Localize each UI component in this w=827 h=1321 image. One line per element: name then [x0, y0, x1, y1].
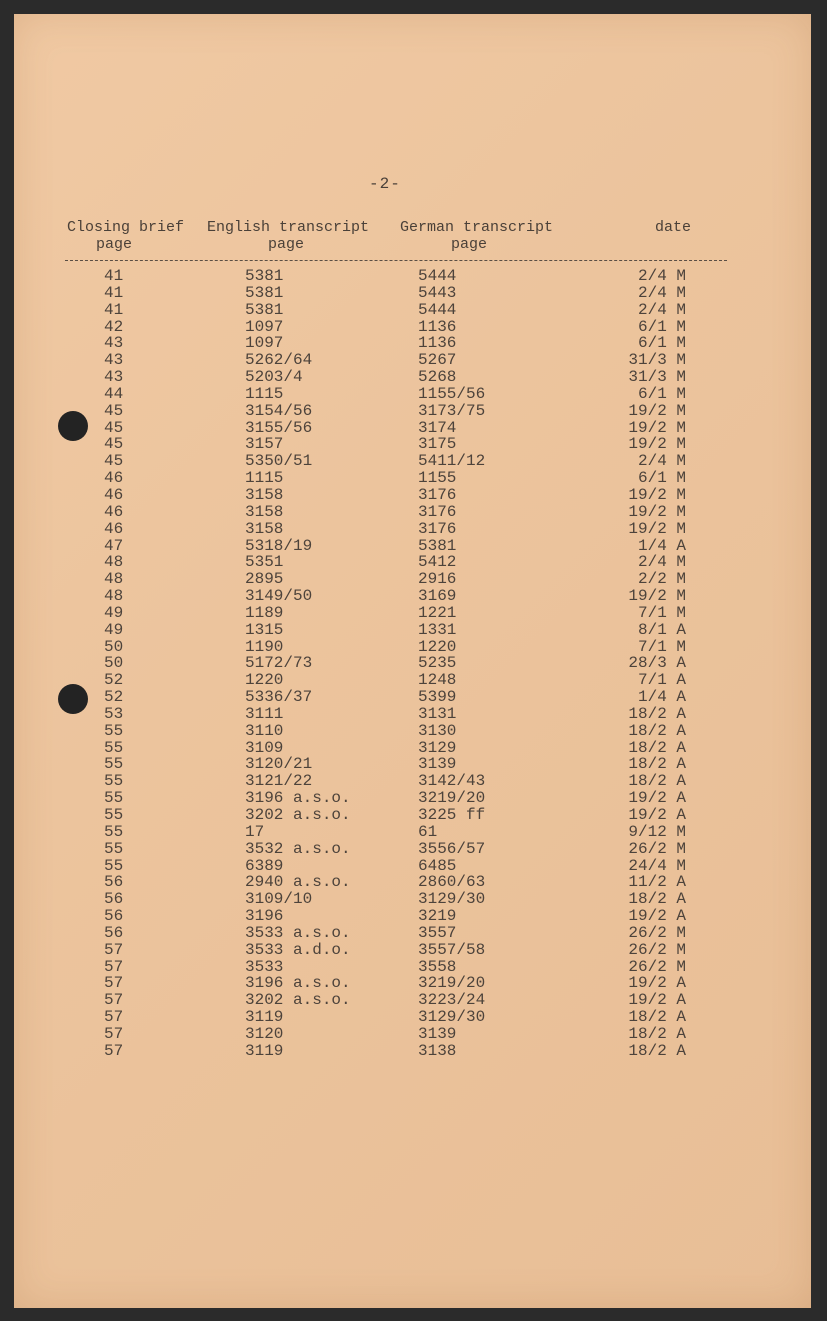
date-cell: 19/2 A — [628, 991, 686, 1010]
table-row — [0, 975, 827, 992]
german-transcript-page-cell: 1136 — [418, 334, 457, 353]
german-transcript-page-cell: 3142/43 — [418, 772, 486, 791]
closing-brief-page-cell: 55 — [104, 772, 124, 791]
date-cell: 19/2 M — [628, 519, 686, 538]
table-row — [0, 1009, 827, 1026]
english-transcript-page-cell: 3196 — [245, 907, 284, 926]
closing-brief-page-cell: 46 — [104, 502, 124, 521]
english-transcript-page-cell: 5381 — [245, 283, 284, 302]
german-transcript-page-cell: 3176 — [418, 519, 457, 538]
header-german-transcript: German transcript — [400, 219, 554, 236]
table-row — [0, 285, 827, 302]
date-cell: 19/2 M — [628, 587, 686, 606]
table-row — [0, 571, 827, 588]
table-row — [0, 908, 827, 925]
english-transcript-page-cell: 3110 — [245, 721, 284, 740]
english-transcript-page-cell: 1220 — [245, 671, 284, 690]
table-row — [0, 302, 827, 319]
closing-brief-page-cell: 48 — [104, 587, 124, 606]
date-cell: 18/2 A — [628, 755, 686, 774]
date-cell: 6/1 M — [637, 317, 686, 336]
table-row — [0, 756, 827, 773]
german-transcript-page-cell: 3557 — [418, 923, 457, 942]
german-transcript-page-cell: 3557/58 — [418, 940, 486, 959]
table-row — [0, 386, 827, 403]
table-row — [0, 858, 827, 875]
english-transcript-page-cell: 3532 a.s.o. — [245, 839, 351, 858]
date-cell: 1/4 A — [637, 536, 686, 555]
date-cell: 18/2 A — [628, 738, 686, 757]
date-cell: 19/2 A — [628, 806, 686, 824]
german-transcript-page-cell: 3219/20 — [418, 974, 486, 993]
german-transcript-page-cell: 3131 — [418, 704, 457, 723]
german-transcript-page-cell: 3175 — [418, 435, 457, 454]
english-transcript-page-cell: 3157 — [245, 435, 284, 454]
english-transcript-page-cell: 3119 — [245, 1008, 284, 1027]
header-english-transcript: English transcript — [207, 219, 370, 236]
date-cell: 2/2 M — [637, 570, 686, 589]
german-transcript-page-cell: 3129/30 — [418, 890, 486, 909]
german-transcript-page-cell: 5399 — [418, 688, 457, 707]
table-row — [0, 487, 827, 504]
date-cell: 26/2 M — [628, 957, 686, 976]
english-transcript-page-cell: 3202 a.s.o. — [245, 991, 351, 1010]
date-cell: 2/4 M — [637, 283, 686, 302]
table-row — [0, 942, 827, 959]
date-cell: 2/4 M — [637, 300, 686, 319]
german-transcript-page-cell: 1248 — [418, 671, 457, 690]
table-row — [0, 773, 827, 790]
closing-brief-page-cell: 41 — [104, 300, 124, 319]
german-transcript-page-cell: 3556/57 — [418, 839, 486, 858]
date-cell: 9/12 M — [628, 822, 686, 841]
closing-brief-page-cell: 56 — [104, 923, 124, 942]
german-transcript-page-cell: 5443 — [418, 283, 457, 302]
english-transcript-page-cell: 1189 — [245, 603, 284, 622]
closing-brief-page-cell: 50 — [104, 637, 124, 656]
table-row — [0, 841, 827, 858]
closing-brief-page-cell: 55 — [104, 806, 124, 824]
english-transcript-page-cell: 1315 — [245, 620, 284, 639]
table-row — [0, 403, 827, 420]
closing-brief-page-cell: 46 — [104, 519, 124, 538]
table-row — [0, 1043, 827, 1060]
english-transcript-page-cell: 3149/50 — [245, 587, 313, 606]
closing-brief-page-cell: 57 — [104, 1008, 124, 1027]
english-transcript-page-cell: 3533 a.d.o. — [245, 940, 351, 959]
closing-brief-page-cell: 57 — [104, 957, 124, 976]
table-row — [0, 436, 827, 453]
german-transcript-page-cell: 3130 — [418, 721, 457, 740]
date-cell: 7/1 M — [637, 603, 686, 622]
table-row — [0, 504, 827, 521]
closing-brief-page-cell: 57 — [104, 974, 124, 993]
english-transcript-page-cell: 3158 — [245, 502, 284, 521]
date-cell: 2/4 M — [637, 452, 686, 471]
header-date: date — [655, 219, 692, 236]
date-cell: 19/2 M — [628, 435, 686, 454]
closing-brief-page-cell: 52 — [104, 688, 124, 707]
german-transcript-page-cell: 3223/24 — [418, 991, 486, 1010]
english-transcript-page-cell: 3120/21 — [245, 755, 313, 774]
date-cell: 6/1 M — [637, 469, 686, 488]
date-cell: 18/2 A — [628, 1024, 686, 1043]
closing-brief-page-cell: 52 — [104, 671, 124, 690]
german-transcript-page-cell: 5267 — [418, 351, 457, 370]
english-transcript-page-cell: 17 — [245, 822, 265, 841]
english-transcript-page-cell: 1115 — [245, 469, 284, 488]
closing-brief-page-cell: 45 — [104, 401, 124, 420]
german-transcript-page-cell: 5381 — [418, 536, 457, 555]
english-transcript-page-cell: 3120 — [245, 1024, 284, 1043]
table-row — [0, 723, 827, 740]
german-transcript-page-cell: 1155 — [418, 469, 457, 488]
german-transcript-page-cell: 5444 — [418, 267, 457, 285]
table-row — [0, 672, 827, 689]
header-closing-brief: Closing brief — [67, 219, 185, 236]
date-cell: 6/1 M — [637, 384, 686, 403]
table-row — [0, 639, 827, 656]
table-row — [0, 352, 827, 369]
german-transcript-page-cell: 5411/12 — [418, 452, 486, 471]
closing-brief-page-cell: 57 — [104, 991, 124, 1010]
german-transcript-page-cell: 3139 — [418, 1024, 457, 1043]
english-transcript-page-cell: 2940 a.s.o. — [245, 873, 351, 892]
date-cell: 19/2 M — [628, 502, 686, 521]
closing-brief-page-cell: 48 — [104, 553, 124, 572]
table-row — [0, 335, 827, 352]
closing-brief-page-cell: 45 — [104, 452, 124, 471]
date-cell: 19/2 A — [628, 974, 686, 993]
english-transcript-page-cell: 3158 — [245, 519, 284, 538]
closing-brief-page-cell: 49 — [104, 603, 124, 622]
english-transcript-page-cell: 3158 — [245, 485, 284, 504]
date-cell: 18/2 A — [628, 721, 686, 740]
closing-brief-page-cell: 55 — [104, 721, 124, 740]
closing-brief-page-cell: 46 — [104, 469, 124, 488]
english-transcript-page-cell: 3155/56 — [245, 418, 313, 437]
date-cell: 7/1 A — [637, 671, 686, 690]
german-transcript-page-cell: 5235 — [418, 654, 457, 673]
closing-brief-page-cell: 55 — [104, 738, 124, 757]
german-transcript-page-cell: 3176 — [418, 485, 457, 504]
date-cell: 18/2 A — [628, 1008, 686, 1027]
english-transcript-page-cell: 3119 — [245, 1041, 284, 1060]
closing-brief-page-cell: 55 — [104, 755, 124, 774]
german-transcript-page-cell: 1136 — [418, 317, 457, 336]
table-row — [0, 874, 827, 891]
english-transcript-page-cell: 1097 — [245, 317, 284, 336]
english-transcript-page-cell: 5318/19 — [245, 536, 313, 555]
english-transcript-page-cell: 1190 — [245, 637, 284, 656]
closing-brief-page-cell: 55 — [104, 856, 124, 875]
date-cell: 18/2 A — [628, 890, 686, 909]
closing-brief-page-cell: 57 — [104, 1041, 124, 1060]
english-transcript-page-cell: 5262/64 — [245, 351, 313, 370]
date-cell: 2/4 M — [637, 553, 686, 572]
reference-table — [0, 268, 827, 1060]
date-cell: 11/2 A — [628, 873, 686, 892]
german-transcript-page-cell: 5444 — [418, 300, 457, 319]
german-transcript-page-cell: 3225 ff — [418, 806, 486, 824]
date-cell: 18/2 A — [628, 772, 686, 791]
closing-brief-page-cell: 46 — [104, 485, 124, 504]
english-transcript-page-cell: 3121/22 — [245, 772, 313, 791]
date-cell: 24/4 M — [628, 856, 686, 875]
english-transcript-page-cell: 5172/73 — [245, 654, 313, 673]
date-cell: 19/2 A — [628, 907, 686, 926]
english-transcript-page-cell: 5336/37 — [245, 688, 313, 707]
date-cell: 31/3 M — [628, 351, 686, 370]
date-cell: 28/3 A — [628, 654, 686, 673]
german-transcript-page-cell: 2860/63 — [418, 873, 486, 892]
closing-brief-page-cell: 55 — [104, 789, 124, 808]
table-row — [0, 554, 827, 571]
date-cell: 26/2 M — [628, 839, 686, 858]
table-row — [0, 959, 827, 976]
english-transcript-page-cell: 3154/56 — [245, 401, 313, 420]
closing-brief-page-cell: 43 — [104, 334, 124, 353]
german-transcript-page-cell: 3219/20 — [418, 789, 486, 808]
table-row — [0, 824, 827, 841]
german-transcript-page-cell: 3129 — [418, 738, 457, 757]
date-cell: 7/1 M — [637, 637, 686, 656]
german-transcript-page-cell: 1155/56 — [418, 384, 486, 403]
german-transcript-page-cell: 1220 — [418, 637, 457, 656]
table-row — [0, 588, 827, 605]
table-row — [0, 740, 827, 757]
closing-brief-page-cell: 42 — [104, 317, 124, 336]
closing-brief-page-cell: 44 — [104, 384, 124, 403]
table-row — [0, 268, 827, 285]
german-transcript-page-cell: 3174 — [418, 418, 457, 437]
closing-brief-page-cell: 55 — [104, 839, 124, 858]
table-row — [0, 992, 827, 1009]
closing-brief-page-cell: 48 — [104, 570, 124, 589]
date-cell: 2/4 M — [637, 267, 686, 285]
english-transcript-page-cell: 5350/51 — [245, 452, 313, 471]
german-transcript-page-cell: 61 — [418, 822, 438, 841]
closing-brief-page-cell: 45 — [104, 418, 124, 437]
date-cell: 6/1 M — [637, 334, 686, 353]
table-row — [0, 891, 827, 908]
german-transcript-page-cell: 1221 — [418, 603, 457, 622]
date-cell: 31/3 M — [628, 368, 686, 387]
english-transcript-page-cell: 5381 — [245, 300, 284, 319]
english-transcript-page-cell: 1115 — [245, 384, 284, 403]
english-transcript-page-cell: 3196 a.s.o. — [245, 789, 351, 808]
date-cell: 19/2 A — [628, 789, 686, 808]
german-transcript-page-cell: 6485 — [418, 856, 457, 875]
closing-brief-page-cell: 49 — [104, 620, 124, 639]
english-transcript-page-cell: 6389 — [245, 856, 284, 875]
english-transcript-page-cell: 3111 — [245, 704, 284, 723]
closing-brief-page-cell: 41 — [104, 267, 124, 285]
table-row — [0, 521, 827, 538]
date-cell: 19/2 M — [628, 401, 686, 420]
table-row — [0, 689, 827, 706]
closing-brief-page-cell: 50 — [104, 654, 124, 673]
closing-brief-page-cell: 47 — [104, 536, 124, 555]
closing-brief-page-cell: 43 — [104, 351, 124, 370]
english-transcript-page-cell: 3109 — [245, 738, 284, 757]
table-row — [0, 470, 827, 487]
english-transcript-page-cell: 3533 a.s.o. — [245, 923, 351, 942]
german-transcript-page-cell: 3176 — [418, 502, 457, 521]
date-cell: 18/2 A — [628, 704, 686, 723]
closing-brief-page-cell: 41 — [104, 283, 124, 302]
german-transcript-page-cell: 1331 — [418, 620, 457, 639]
table-row — [0, 319, 827, 336]
table-row — [0, 807, 827, 824]
english-transcript-page-cell: 5351 — [245, 553, 284, 572]
german-transcript-page-cell: 3219 — [418, 907, 457, 926]
table-row — [0, 420, 827, 437]
english-transcript-page-cell: 3196 a.s.o. — [245, 974, 351, 993]
german-transcript-page-cell: 3138 — [418, 1041, 457, 1060]
german-transcript-page-cell: 3129/30 — [418, 1008, 486, 1027]
date-cell: 26/2 M — [628, 923, 686, 942]
english-transcript-page-cell: 3533 — [245, 957, 284, 976]
closing-brief-page-cell: 45 — [104, 435, 124, 454]
german-transcript-page-cell: 3169 — [418, 587, 457, 606]
table-row — [0, 622, 827, 639]
german-transcript-page-cell: 2916 — [418, 570, 457, 589]
page-number: -2- — [369, 175, 401, 193]
header-divider — [65, 260, 727, 261]
english-transcript-page-cell: 1097 — [245, 334, 284, 353]
closing-brief-page-cell: 43 — [104, 368, 124, 387]
closing-brief-page-cell: 57 — [104, 940, 124, 959]
english-transcript-page-cell: 2895 — [245, 570, 284, 589]
german-transcript-page-cell: 3139 — [418, 755, 457, 774]
english-transcript-page-cell: 5203/4 — [245, 368, 303, 387]
table-row — [0, 655, 827, 672]
closing-brief-page-cell: 56 — [104, 907, 124, 926]
header-closing-brief-page: page — [96, 236, 133, 253]
closing-brief-page-cell: 56 — [104, 890, 124, 909]
date-cell: 1/4 A — [637, 688, 686, 707]
german-transcript-page-cell: 5412 — [418, 553, 457, 572]
table-row — [0, 1026, 827, 1043]
english-transcript-page-cell: 3202 a.s.o. — [245, 806, 351, 824]
table-row — [0, 925, 827, 942]
german-transcript-page-cell: 3173/75 — [418, 401, 486, 420]
table-row — [0, 538, 827, 555]
date-cell: 18/2 A — [628, 1041, 686, 1060]
english-transcript-page-cell: 3109/10 — [245, 890, 313, 909]
english-transcript-page-cell: 5381 — [245, 267, 284, 285]
closing-brief-page-cell: 56 — [104, 873, 124, 892]
date-cell: 19/2 M — [628, 485, 686, 504]
header-english-transcript-page: page — [268, 236, 305, 253]
table-row — [0, 369, 827, 386]
closing-brief-page-cell: 55 — [104, 822, 124, 841]
german-transcript-page-cell: 3558 — [418, 957, 457, 976]
german-transcript-page-cell: 5268 — [418, 368, 457, 387]
table-row — [0, 453, 827, 470]
date-cell: 26/2 M — [628, 940, 686, 959]
table-row — [0, 706, 827, 723]
table-row — [0, 790, 827, 807]
date-cell: 19/2 M — [628, 418, 686, 437]
date-cell: 8/1 A — [637, 620, 686, 639]
header-german-transcript-page: page — [451, 236, 488, 253]
table-row — [0, 605, 827, 622]
closing-brief-page-cell: 53 — [104, 704, 124, 723]
closing-brief-page-cell: 57 — [104, 1024, 124, 1043]
